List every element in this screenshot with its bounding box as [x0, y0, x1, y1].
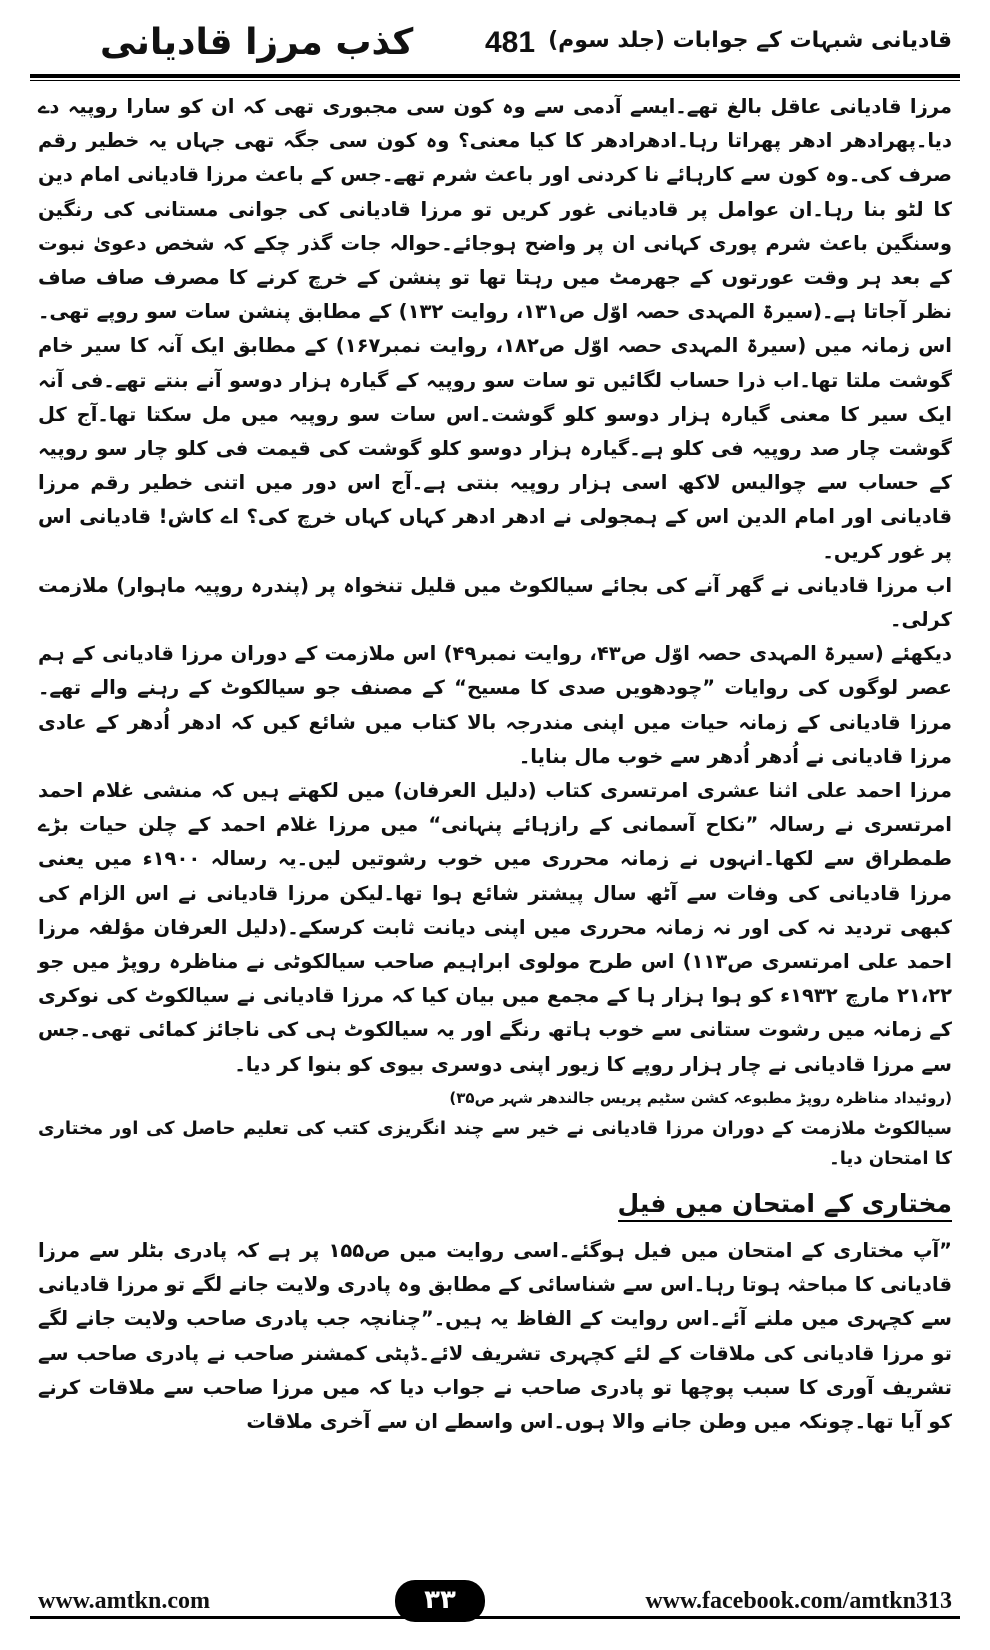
footer-page-badge: ۳۳ [395, 1580, 485, 1622]
book-title: کذب مرزا قادیانی [100, 22, 414, 63]
section-heading-text: مختاری کے امتحان میں فیل [618, 1189, 952, 1222]
header-rule-thick [30, 74, 960, 78]
paragraph-3: دیکھئے (سیرۃ المہدی حصہ اوّل ص۴۳، روایت نمبر۴۹) اس ملازمت کے دوران مرزا قادیانی کے ہم عصر لوگوں کی روایات ”چودھویں صدی کا مسیح“ کے مصنف جو سیالکوٹ کے رہنے والے تھے۔مرزا قادیانی کے زمانہ حیات میں اپنی مندرجہ بالا کتاب میں شائع کیں کہ ادھر اُدھر کے عادی مرزا قادیانی نے اُدھر اُدھر سے خوب مال بنایا۔ [38, 642, 952, 768]
note: سیالکوٹ ملازمت کے دوران مرزا قادیانی نے خیر سے چند انگریزی کتب کی تعلیم حاصل کی اور مختاری کا امتحان دیا۔ [38, 1117, 952, 1169]
citation: (روئیداد مناظرہ روپڑ مطبوعہ کشن سٹیم پریس جالندھر شہر ص۳۵) [449, 1088, 952, 1107]
section-heading [38, 1184, 952, 1224]
page-body [38, 90, 952, 1439]
paragraph-2: اب مرزا قادیانی نے گھر آنے کی بجائے سیالکوٹ میں قلیل تنخواہ پر (پندرہ روپیہ ماہوار) ملازمت کرلی۔ [38, 573, 952, 632]
series-title: قادیانی شبہات کے جوابات (جلد سوم) [548, 28, 952, 53]
paragraph-1: مرزا قادیانی عاقل بالغ تھے۔ایسے آدمی سے وہ کون سی مجبوری تھی کہ ان کو سارا روپیہ دے دیا۔پھرادھر ادھر پھراتا رہا۔ادھرادھر کا کیا معنی؟ وہ کون سی جگہ تھی جہاں یہ خطیر رقم صرف کی۔وہ کون سے کارہائے نا کردنی اور باعث شرم تھے۔جس کے باعث مرزا قادیانی امام دین کا لٹو بنا رہا۔ان عوامل پر قادیانی غور کریں تو مرزا قادیانی کی جوانی مستانی کی رنگین وسنگین باعث شرم پوری کہانی ان پر واضح ہوجائے۔حوالہ جات گذر چکے کہ شخص دعویٰ نبوت کے بعد ہر وقت عورتوں کے جھرمٹ میں رہتا تھا تو پنشن کے خرچ کرنے کا مصرف صاف صاف نظر آجاتا ہے۔(سیرۃ المہدی حصہ اوّل ص۱۳۱، روایت ۱۳۲) کے مطابق پنشن سات سو روپے تھی۔اس زمانہ میں (سیرۃ المہدی حصہ اوّل ص۱۸۲، روایت نمبر۱۶۷) کے مطابق ایک آنہ کا سیر خام گوشت ملتا تھا۔اب ذرا حساب لگائیں تو سات سو روپیہ کے گیارہ ہزار دوسو آنے بنتے تھے۔فی آنہ ایک سیر کا معنی گیارہ ہزار دوسو کلو گوشت۔اس سات سو روپیہ میں مل سکتا تھا۔آج کل گوشت چار صد روپیہ فی کلو ہے۔گیارہ ہزار دوسو کلو گوشت کی قیمت فی کلو چار سو روپیہ کے حساب سے چوالیس لاکھ اسی ہزار روپیہ بنتی ہے۔آج اس دور میں اتنی خطیر رقم مرزا قادیانی اور امام الدین اس کے ہمجولی نے ادھر ادھر کہاں کہاں خرچ کی؟ اے کاش! قادیانی اس پر غور کریں۔ [38, 95, 952, 563]
section-paragraph: ”آپ مختاری کے امتحان میں فیل ہوگئے۔اسی روایت میں ص۱۵۵ پر ہے کہ پادری بٹلر سے مرزا قادیانی کا مباحثہ ہوتا رہا۔اس سے شناسائی کے مطابق وہ پادری ولایت جانے لگے تو مرزا قادیانی سے کچہری میں ملنے آئے۔اس روایت کے الفاظ یہ ہیں۔”چنانچہ جب پادری صاحب ولایت جانے لگے تو مرزا قادیانی کی ملاقات کے لئے کچہری تشریف لائے۔ڈپٹی کمشنر صاحب نے پادری صاحب سے تشریف آوری کا سبب پوچھا تو پادری صاحب نے جواب دیا کہ میں مرزا صاحب سے ملاقات کرنے کو آیا تھا۔چونکہ میں وطن جانے والا ہوں۔اس واسطے ان سے آخری ملاقات [38, 1238, 952, 1433]
page-header [30, 18, 960, 70]
header-rule-thin [30, 80, 960, 81]
page-number: 481 [485, 26, 536, 59]
footer-facebook-link[interactable]: www.facebook.com/amtkn313 [645, 1588, 952, 1614]
footer-rule [30, 1616, 960, 1619]
paragraph-4: مرزا احمد علی اثنا عشری امرتسری کتاب (دلیل العرفان) میں لکھتے ہیں کہ منشی غلام احمد امرتسری نے رسالہ ”نکاح آسمانی کے رازہائے پنہانی“ میں مرزا غلام احمد کے چلن حیات بڑے طمطراق سے لکھا۔انہوں نے زمانہ محرری میں خوب رشوتیں لیں۔یہ رسالہ ۱۹۰۰ء میں یعنی مرزا قادیانی کی وفات سے آٹھ سال پیشتر شائع ہوا تھا۔لیکن مرزا قادیانی نے اس الزام کی کبھی تردید نہ کی اور نہ زمانہ محرری میں اپنی دیانت ثابت کرسکے۔(دلیل العرفان مؤلفہ مرزا احمد علی امرتسری ص۱۱۳) اس طرح مولوی ابراہیم صاحب سیالکوٹی نے مناظرہ روپڑ میں جو ۲۱،۲۲ مارچ ۱۹۳۲ء کو ہوا ہزار ہا کے مجمع میں بیان کیا کہ مرزا قادیانی نے سیالکوٹ کی نوکری کے زمانہ میں رشوت ستانی سے خوب ہاتھ رنگے اور یہ سیالکوٹ ہی کی ناجائز کمائی تھی۔جس سے مرزا قادیانی نے چار ہزار روپے کا زیور اپنی دوسری بیوی کو بنوا کر دیا۔ [38, 779, 952, 1076]
footer-website-link[interactable]: www.amtkn.com [38, 1588, 210, 1614]
